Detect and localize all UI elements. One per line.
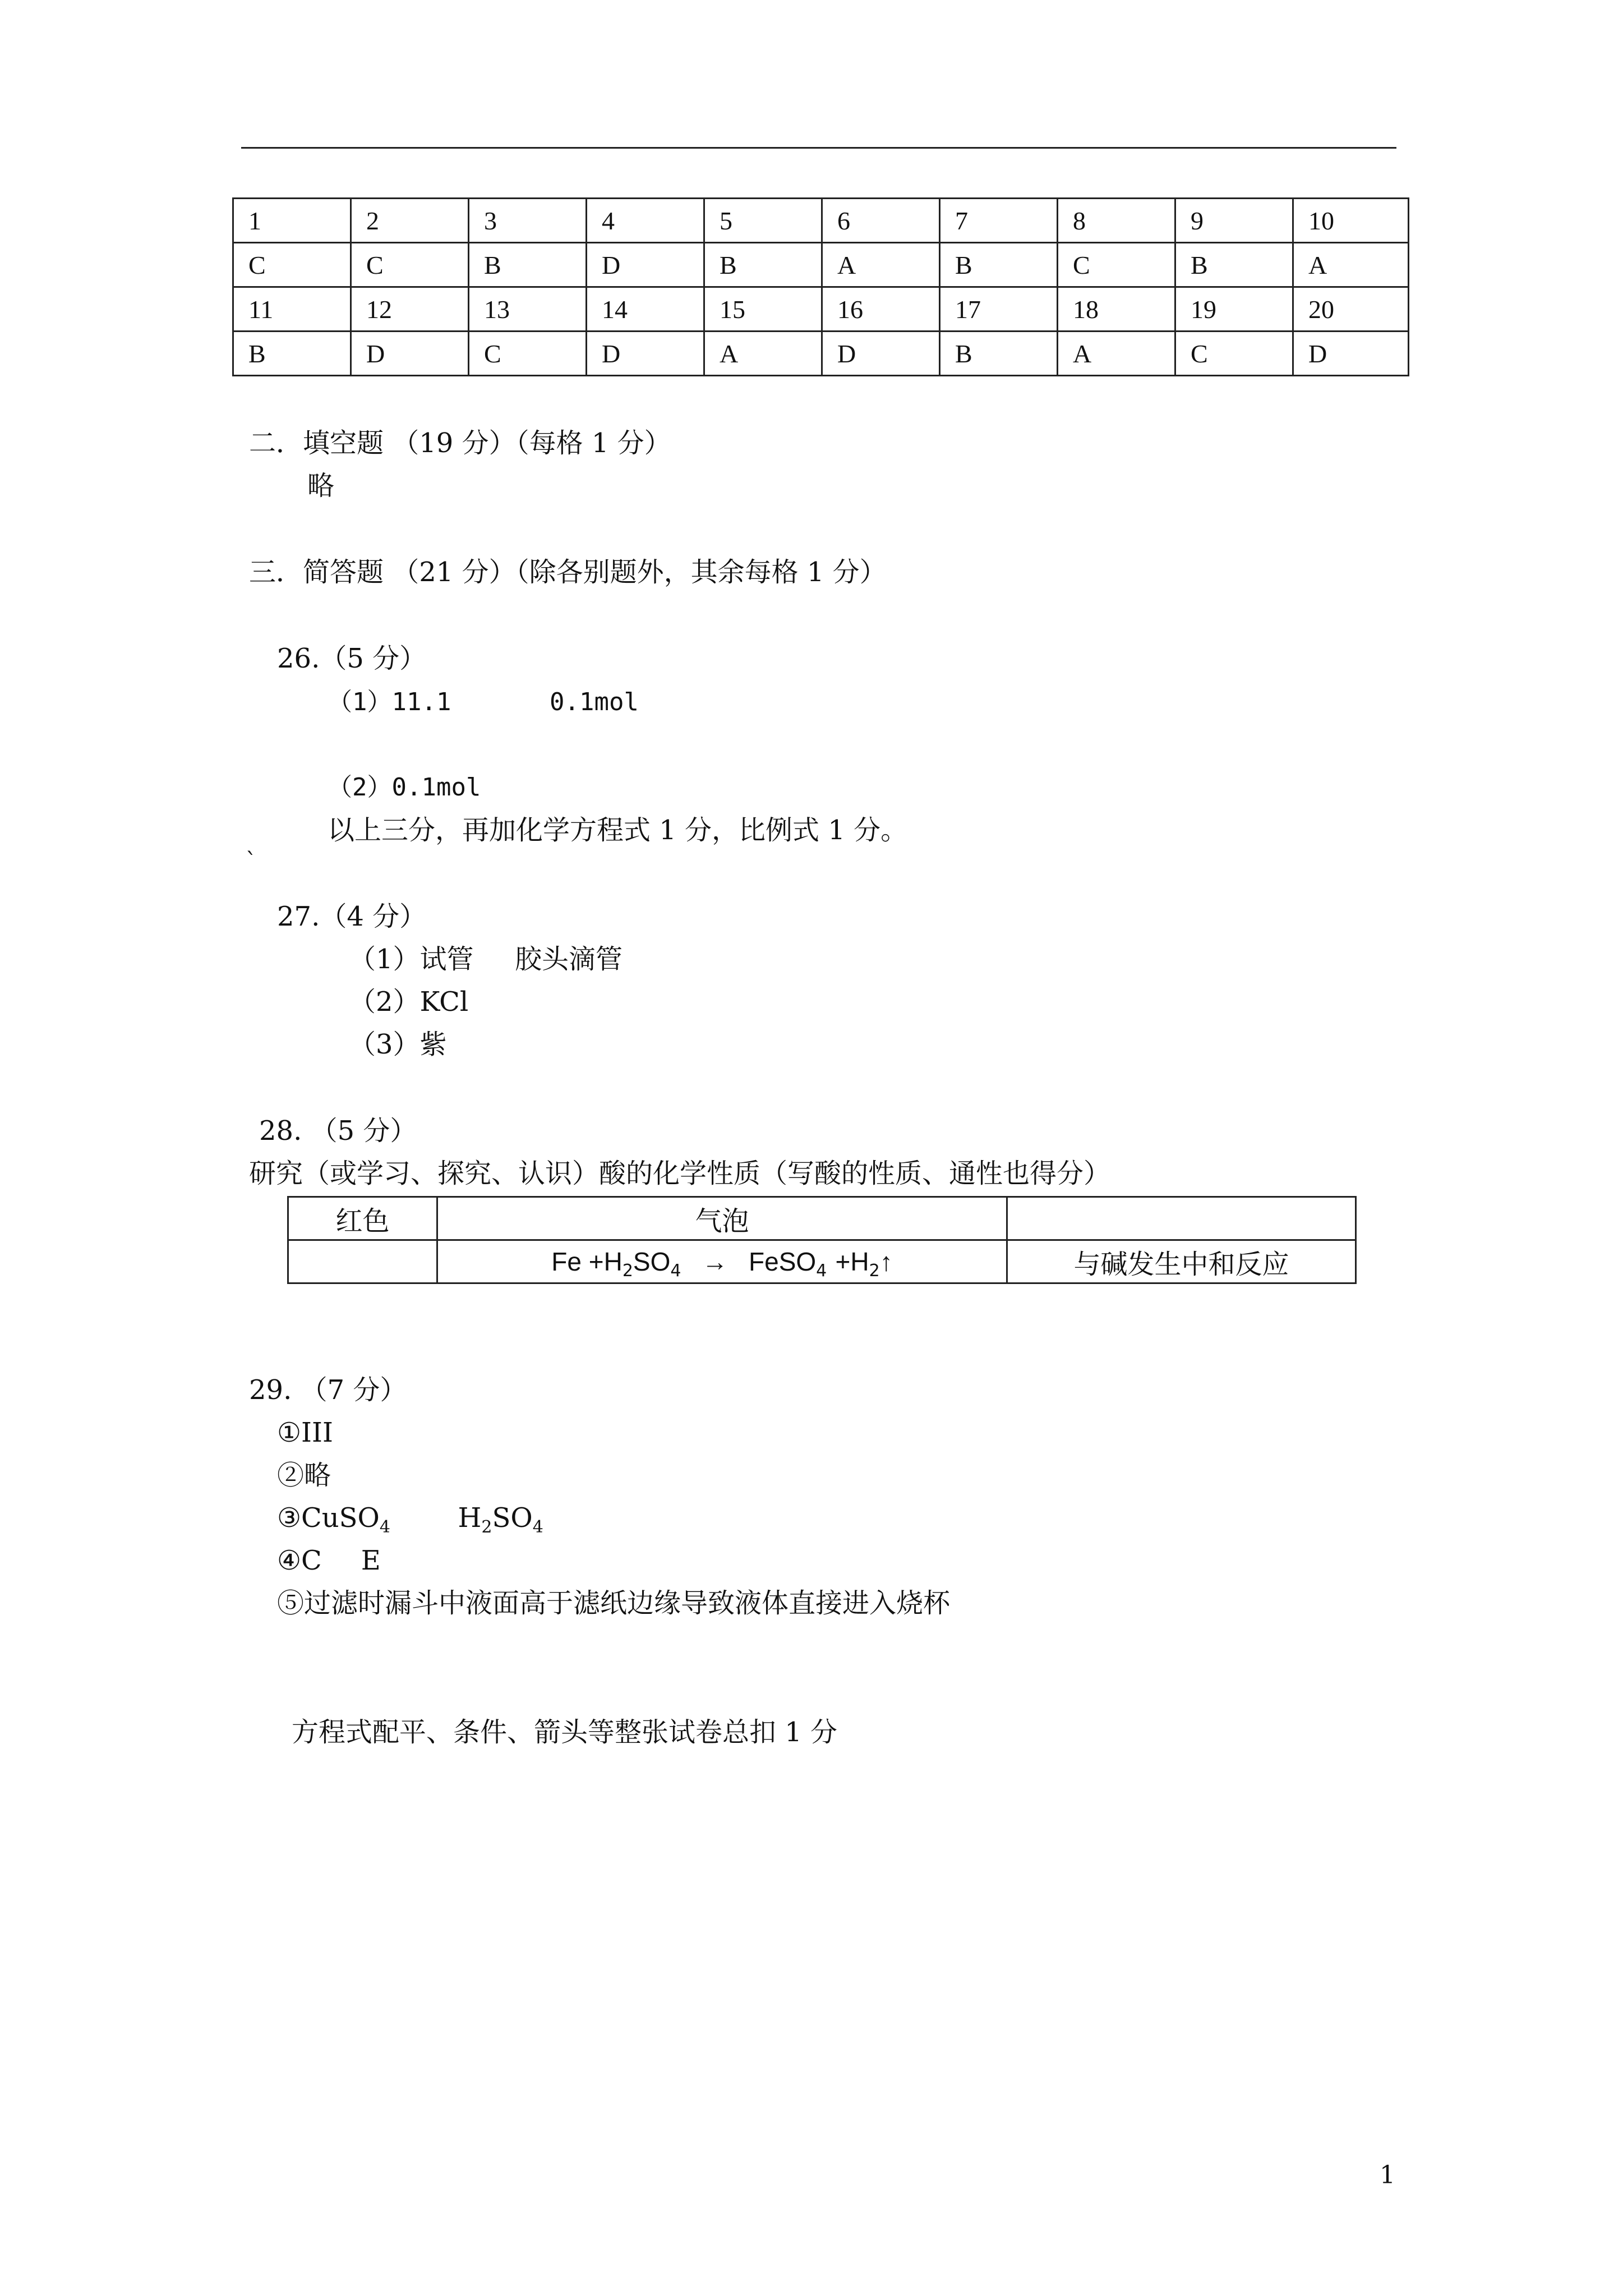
q29-e: E: [361, 1545, 381, 1576]
answer-table-cell: B: [704, 243, 822, 287]
answer-table-row: [233, 199, 1409, 243]
eq-part-fe-h: Fe +H: [551, 1247, 623, 1276]
answer-table-cell: 11: [233, 287, 351, 332]
eq-sub-4a: 4: [670, 1261, 681, 1281]
eq-part-feso: FeSO: [749, 1247, 817, 1276]
q29-h-sub: 2: [481, 1517, 492, 1537]
q29-answer-1: ①III: [277, 1417, 333, 1448]
answer-table-cell: 20: [1293, 287, 1409, 332]
q29-answer-2: ②略: [277, 1460, 331, 1491]
page-number: 1: [1380, 2161, 1395, 2189]
q28-table: [287, 1196, 1357, 1284]
q29-cuso-sub: 4: [379, 1517, 390, 1537]
answer-table-cell: 9: [1175, 199, 1293, 243]
q28-cell-bubbles: 气泡: [437, 1197, 1007, 1240]
eq-part-so: SO: [633, 1247, 671, 1276]
answer-table-cell: A: [1058, 332, 1175, 376]
q27-title: 27.（4 分）: [277, 901, 427, 932]
q26-answer-1-label: （1）11.1: [328, 688, 451, 716]
q26-scoring-note: 以上三分，再加化学方程式 1 分，比例式 1 分。: [328, 815, 908, 846]
header-rule: [241, 147, 1396, 149]
eq-part-plus-h: +H: [835, 1247, 869, 1276]
answer-table-row: [233, 243, 1409, 287]
answer-table-cell: B: [233, 332, 351, 376]
q26-answer-2: （2）0.1mol: [328, 773, 481, 802]
q28-equation: [437, 1240, 1007, 1283]
answer-table-row: [233, 287, 1409, 332]
answer-table-cell: C: [351, 243, 469, 287]
q29-so-sub: 4: [532, 1517, 543, 1537]
q29-c: ④C: [277, 1545, 322, 1576]
answer-table-cell: 2: [351, 199, 469, 243]
answer-table-cell: A: [1293, 243, 1409, 287]
q28-title: 28. （5 分）: [259, 1115, 417, 1147]
answer-table-cell: 14: [587, 287, 704, 332]
answer-table-cell: A: [822, 243, 940, 287]
q28-cell-neutralization: 与碱发生中和反应: [1007, 1240, 1356, 1283]
answer-table-cell: 18: [1058, 287, 1175, 332]
answer-table-cell: 8: [1058, 199, 1175, 243]
answer-table: [232, 197, 1409, 376]
section-2-title: 二．填空题 （19 分）（每格 1 分）: [249, 427, 671, 459]
deduction-note: 方程式配平、条件、箭头等整张试卷总扣 1 分: [292, 1717, 838, 1748]
answer-table-cell: 5: [704, 199, 822, 243]
q28-statement: 研究（或学习、探究、认识）酸的化学性质（写酸的性质、通性也得分）: [249, 1158, 1111, 1189]
answer-table-cell: C: [1175, 332, 1293, 376]
answer-table-cell: 12: [351, 287, 469, 332]
answer-table-cell: 17: [940, 287, 1058, 332]
answer-table-cell: A: [704, 332, 822, 376]
answer-table-cell: B: [940, 243, 1058, 287]
answer-table-cell: B: [940, 332, 1058, 376]
eq-sub-h2: 2: [622, 1261, 633, 1281]
q29-answer-4: [277, 1544, 381, 1577]
q29-title: 29. （7 分）: [249, 1374, 407, 1406]
q27-answer-1-value: 胶头滴管: [515, 944, 623, 975]
answer-table-cell: 1: [233, 199, 351, 243]
reaction-arrow-icon: →: [702, 1247, 728, 1276]
answer-table-cell: C: [469, 332, 587, 376]
gas-arrow-icon: ↑: [879, 1247, 893, 1276]
stray-mark: `: [246, 849, 257, 875]
section-3-title: 三．简答题 （21 分）（除各别题外，其余每格 1 分）: [249, 556, 887, 588]
q26-title: 26.（5 分）: [277, 643, 427, 674]
q29-h: H: [458, 1502, 482, 1534]
q27-answer-3: （3）紫: [349, 1029, 447, 1060]
answer-table-cell: 10: [1293, 199, 1409, 243]
answer-table-cell: D: [822, 332, 940, 376]
answer-table-cell: 13: [469, 287, 587, 332]
eq-sub-4b: 4: [816, 1261, 827, 1281]
answer-table-cell: D: [587, 332, 704, 376]
eq-sub-h2-gas: 2: [869, 1261, 880, 1281]
answer-table-cell: 16: [822, 287, 940, 332]
answer-table-cell: 7: [940, 199, 1058, 243]
answer-table-row: [233, 332, 1409, 376]
answer-table-cell: D: [587, 243, 704, 287]
answer-table-cell: D: [1293, 332, 1409, 376]
answer-table-cell: 4: [587, 199, 704, 243]
q26-answer-1-value: 0.1mol: [550, 688, 639, 716]
answer-table-cell: D: [351, 332, 469, 376]
answer-table-cell: 15: [704, 287, 822, 332]
q28-cell-empty-2: [288, 1240, 437, 1283]
answer-table-cell: C: [1058, 243, 1175, 287]
q27-answer-1-label: （1）试管: [349, 944, 474, 975]
q29-answer-5: ⑤过滤时漏斗中液面高于滤纸边缘导致液体直接进入烧杯: [277, 1588, 951, 1619]
answer-table-cell: B: [1175, 243, 1293, 287]
q29-so: SO: [492, 1502, 533, 1534]
q28-cell-empty-1: [1007, 1197, 1356, 1240]
answer-table-cell: 3: [469, 199, 587, 243]
q29-answer-3: [277, 1501, 543, 1535]
section-2-answer: 略: [307, 470, 335, 501]
q29-cuso: ③CuSO: [277, 1502, 380, 1534]
answer-table-cell: 6: [822, 199, 940, 243]
answer-table-cell: C: [233, 243, 351, 287]
answer-table-cell: B: [469, 243, 587, 287]
q27-answer-2: （2）KCl: [349, 986, 469, 1018]
answer-table-cell: 19: [1175, 287, 1293, 332]
q28-cell-color: 红色: [288, 1197, 437, 1240]
